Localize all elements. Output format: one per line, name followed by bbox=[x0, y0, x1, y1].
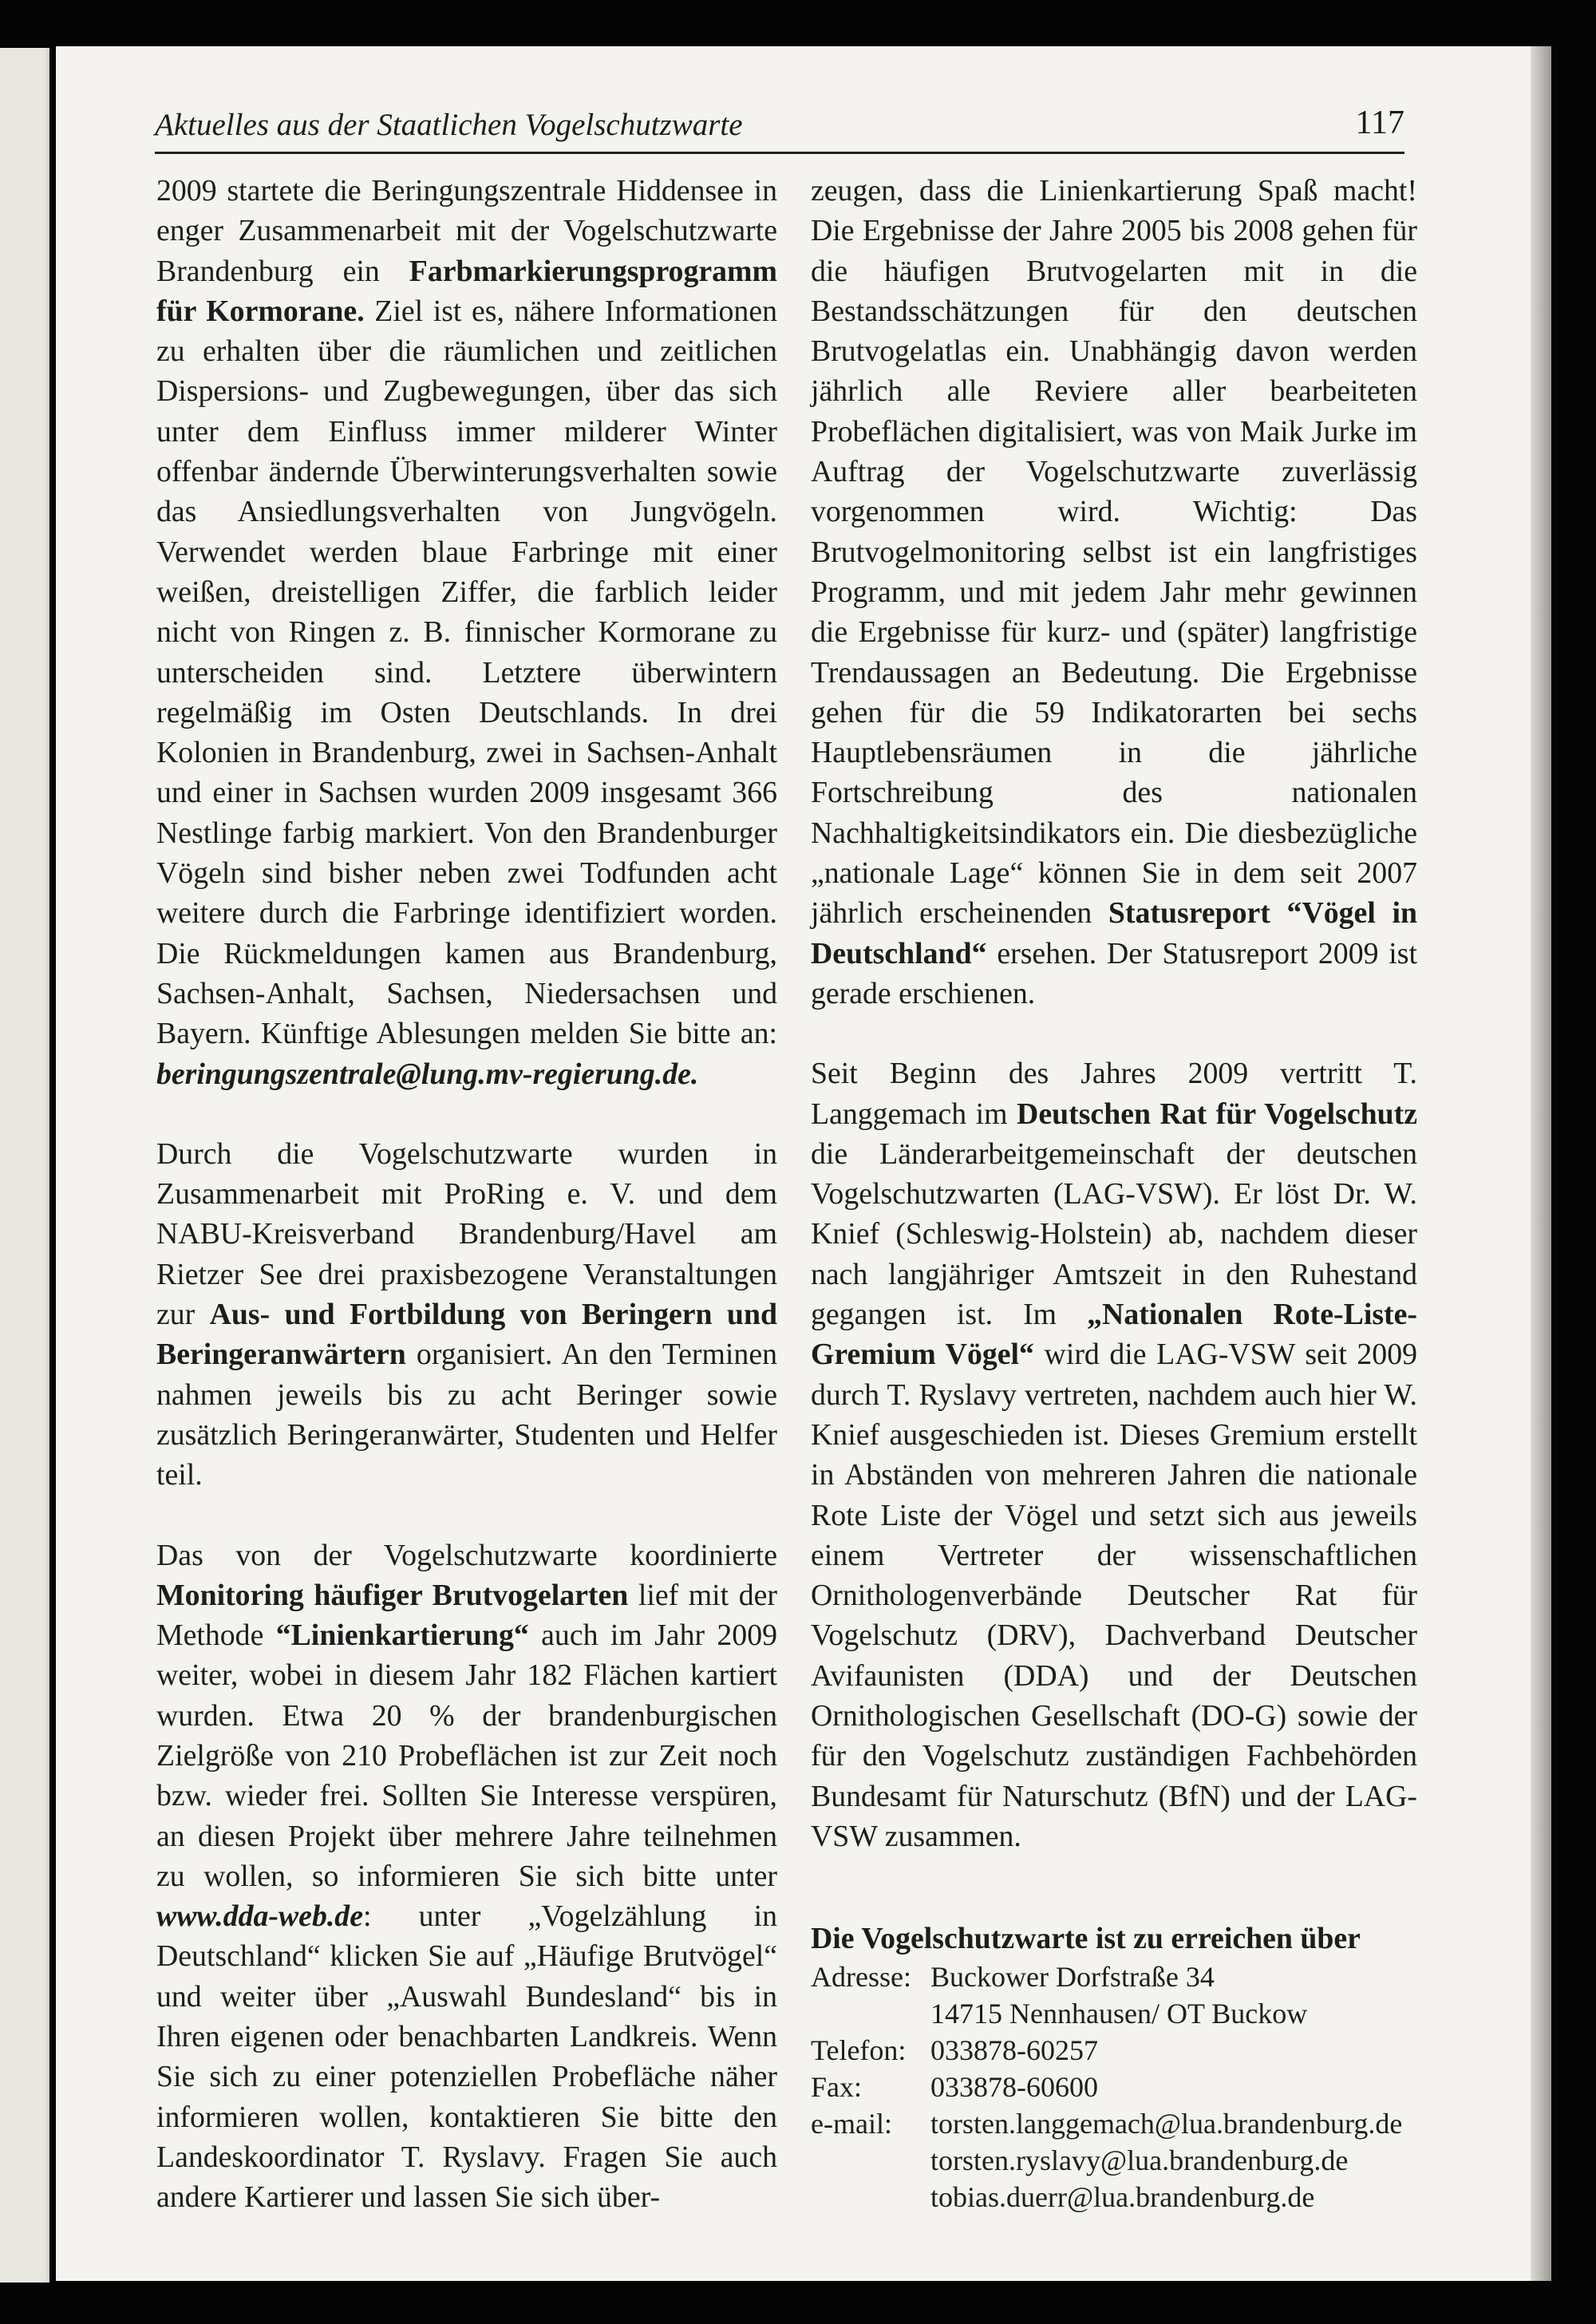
contact-box bbox=[811, 1919, 1417, 2215]
paragraph-rat-vogelschutz: Seit Beginn des Jahres 2009 vertritt T. Langgemach im Deutschen Rat für Vogelschutz die Länderarbeitgemeinschaft der deutschen Vogelschutzwarten (LAG-VSW). Er löst Dr. W. Knief (Schleswig-Holstein) ab, nachdem dieser nach langjähriger Amtszeit in den Ruhestand gegangen ist. Im „Nationalen Rote-Liste-Gremium Vögel“ wird die LAG-VSW seit 2009 durch T. Ryslavy vertreten, nachdem auch hier W. Knief ausgeschieden ist. Dieses Gremium erstellt in Abständen von mehreren Jahren die nationale Rote Liste der Vögel und setzt sich aus jeweils einem Vertreter der wissenschaftlichen Ornithologenverbände Deutscher Rat für Vogelschutz (DRV), Dachverband Deutscher Avifaunisten (DDA) und der Deutschen Ornithologischen Gesellschaft (DO-G) sowie der für den Vogelschutz zuständigen Fachbehörden Bundesamt für Naturschutz (BfN) und der LAG-VSW zusammen. bbox=[811, 1057, 1417, 1853]
bold-term: Aus- und Fortbildung von Beringern und Beringeranwärtern bbox=[156, 1298, 777, 1372]
email-address-1[interactable]: torsten.langgemach@lua.brandenburg.de bbox=[930, 2108, 1403, 2140]
bold-term: Monitoring häufiger Brutvogelarten bbox=[156, 1578, 629, 1612]
address-row-2 bbox=[811, 1995, 1402, 2032]
running-header bbox=[155, 101, 1404, 154]
right-column bbox=[811, 171, 1417, 2215]
paragraph-kormorane: 2009 startete die Beringungszentrale Hiddensee in enger Zusammenarbeit mit der Vogelschutzwarte Brandenburg ein Farbmarkierungsprogramm für Kormorane. Ziel ist es, nähere Informationen zu erhalten über die räumlichen und zeitlichen Dispersions- und Zugbewegungen, über das sich unter dem Einfluss immer milderer Winter offenbar ändernde Überwinterungsverhalten sowie das Ansiedlungsverhalten von Jungvögeln. Verwendet werden blaue Farbringe mit einer weißen, dreistelligen Ziffer, die farblich leider nicht von Ringen z. B. finnischer Kormorane zu unterscheiden sind. Letztere überwintern regelmäßig im Osten Deutschlands. In drei Kolonien in Brandenburg, zwei in Sachsen-Anhalt und einer in Sachsen wurden 2009 insgesamt 366 Nestlinge farbig markiert. Von den Brandenburger Vögeln sind bisher neben zwei Todfunden acht weitere durch die Farbringe identifiziert worden. Die Rückmeldungen kamen aus Brandenburg, Sachsen-Anhalt, Sachsen, Niedersachsen und Bayern. Künftige Ablesungen melden Sie bitte an: beringungszentrale@lung.mv-regierung.de. bbox=[156, 174, 777, 1091]
bold-term: „Nationalen Rote-Liste-Gremium Vögel“ bbox=[811, 1298, 1417, 1372]
address-line1: Buckower Dorfstraße 34 bbox=[930, 1961, 1215, 1994]
page-edge-shadow bbox=[1531, 46, 1551, 2281]
email-row-3 bbox=[811, 2179, 1402, 2215]
header-title: Aktuelles aus der Staatlichen Vogelschutzwarte bbox=[155, 108, 743, 142]
adjacent-page-edge bbox=[0, 48, 49, 2282]
email-address-2[interactable]: torsten.ryslavy@lua.brandenburg.de bbox=[930, 2144, 1349, 2177]
email-row bbox=[811, 2105, 1402, 2142]
fax-row bbox=[811, 2069, 1402, 2105]
bold-term: “Linienkartierung“ bbox=[275, 1618, 529, 1653]
contact-table bbox=[811, 1958, 1402, 2215]
phone-row bbox=[811, 2032, 1402, 2069]
web-link[interactable]: www.dda-web.de bbox=[156, 1899, 363, 1934]
email-label: e-mail: bbox=[811, 2108, 892, 2140]
paragraph-monitoring: Das von der Vogelschutzwarte koordinierte Monitoring häufiger Brutvogelarten lief mit der Methode “Linienkartierung“ auch im Jahr 2009 weiter, wobei in diesem Jahr 182 Flächen kartiert wurden. Etwa 20 % der brandenburgischen Zielgröße von 210 Probeflächen ist zur Zeit noch bzw. wieder frei. Sollten Sie Interesse verspüren, an diesen Projekt über mehrere Jahre teilnehmen zu wollen, so informieren Sie sich bitte unter www.dda-web.de: unter „Vogelzählung in Deutschland“ klicken Sie auf „Häufige Brutvögel“ und weiter über „Auswahl Bundesland“ bis in Ihren eigenen oder benachbarten Landkreis. Wenn Sie sich zu einer potenziellen Probefläche näher informieren wollen, kontaktieren Sie bitte den Landeskoordinator T. Ryslavy. Fragen Sie auch andere Kartierer und lassen Sie sich über- bbox=[156, 1538, 777, 2215]
phone-label: Telefon: bbox=[811, 2034, 907, 2067]
bold-term: Deutschen Rat für Vogelschutz bbox=[1017, 1097, 1417, 1131]
fax-number: 033878-60600 bbox=[930, 2071, 1098, 2104]
page-number: 117 bbox=[1355, 105, 1404, 141]
address-line2: 14715 Nennhausen/ OT Buckow bbox=[930, 1998, 1308, 2030]
email-link[interactable]: beringungszentrale@lung.mv-regierung.de. bbox=[156, 1057, 699, 1091]
phone-number[interactable]: 033878-60257 bbox=[930, 2034, 1098, 2067]
bold-term: Farbmarkierungsprogramm für Kormorane. bbox=[156, 254, 777, 328]
fax-label: Fax: bbox=[811, 2071, 863, 2104]
email-address-3[interactable]: tobias.duerr@lua.brandenburg.de bbox=[930, 2181, 1315, 2214]
left-column bbox=[156, 171, 777, 2218]
paragraph-linienkartierung: zeugen, dass die Linienkartierung Spaß macht! Die Ergebnisse der Jahre 2005 bis 2008 gehen für die häufigen Brutvogelarten mit in die Bestandsschätzungen für den deutschen Brutvogelatlas ein. Unabhängig davon werden jährlich alle Reviere aller bearbeiteten Probeflächen digitalisiert, was von Maik Jurke im Auftrag der Vogelschutzwarte zuverlässig vorgenommen wird. Wichtig: Das Brutvogelmonitoring selbst ist ein langfristiges Programm, und mit jedem Jahr mehr gewinnen die Ergebnisse für kurz- und (später) langfristige Trendaussagen an Bedeutung. Die Ergebnisse gehen für die 59 Indikatorarten bei sechs Hauptlebensräumen in die jährliche Fortschreibung des nationalen Nachhaltigkeitsindikators ein. Die diesbezügliche „nationale Lage“ können Sie in dem seit 2007 jährlich erscheinenden Statusreport “Vögel in Deutschland“ ersehen. Der Statusreport 2009 ist gerade erschienen. bbox=[811, 174, 1417, 1010]
address-label: Adresse: bbox=[811, 1961, 911, 1994]
paragraph-beringer: Durch die Vogelschutzwarte wurden in Zusammenarbeit mit ProRing e. V. und dem NABU-Kreisverband Brandenburg/Havel am Rietzer See drei praxisbezogene Veranstaltungen zur Aus- und Fortbildung von Beringern und Beringeranwärtern organisiert. An den Terminen nahmen jeweils bis zu acht Beringer sowie zusätzlich Beringeranwärter, Studenten und Helfer teil. bbox=[156, 1136, 777, 1492]
address-row bbox=[811, 1958, 1402, 1995]
contact-title: Die Vogelschutzwarte ist zu erreichen über bbox=[811, 1922, 1361, 1956]
email-row-2 bbox=[811, 2142, 1402, 2179]
bold-term: Statusreport “Vögel in Deutschland“ bbox=[811, 896, 1417, 970]
